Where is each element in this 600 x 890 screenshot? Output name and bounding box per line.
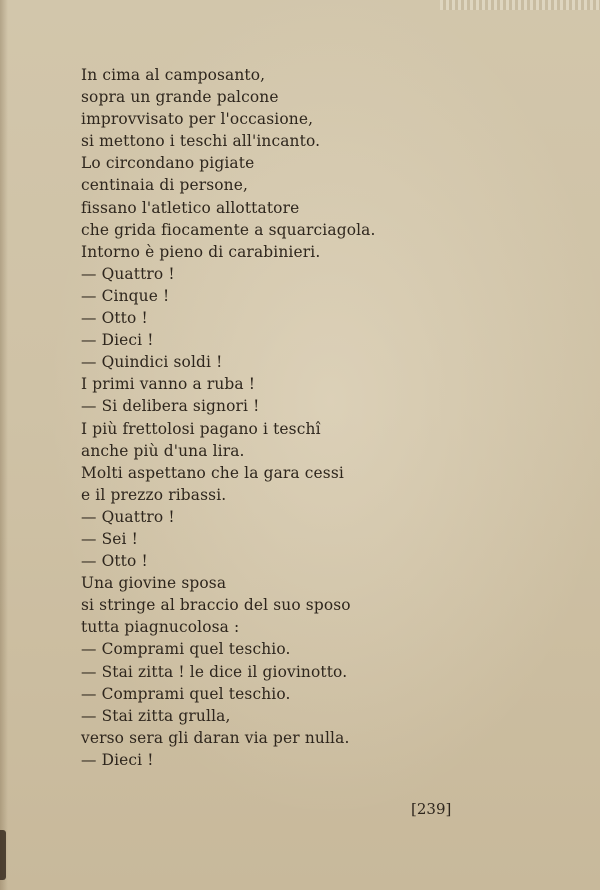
poem-line: fissano l'atletico allottatore (81, 198, 300, 217)
poem-line: — Si delibera signori ! (81, 397, 260, 416)
poem-line: si stringe al braccio del suo sposo (81, 596, 351, 615)
poem-line: I primi vanno a ruba ! (81, 375, 256, 394)
poem-line: In cima al camposanto, (81, 66, 266, 84)
poem-line: verso sera gli daran via per nulla. (81, 728, 350, 747)
poem-line: — Otto ! (81, 552, 148, 571)
poem-line: anche più d'una lira. (81, 441, 245, 460)
poem-line: improvvisato per l'occasione, (81, 110, 314, 129)
poem-line: — Comprami quel teschio. (81, 640, 291, 659)
poem-line: — Dieci ! (81, 750, 154, 769)
poem-line: — Sei ! (81, 529, 138, 548)
poem-line: — Quattro ! (81, 507, 175, 526)
poem-line: Lo circondano pigiate (81, 154, 255, 173)
poem-text (81, 64, 561, 771)
poem-line: sopra un grande palcone (81, 88, 279, 107)
poem-line: — Otto ! (81, 309, 148, 328)
poem-line: — Quindici soldi ! (81, 353, 223, 372)
poem-line: e il prezzo ribassi. (81, 485, 227, 504)
poem-line: Molti aspettano che la gara cessi (81, 463, 344, 482)
poem-line: — Stai zitta ! le dice il giovinotto. (81, 662, 348, 681)
poem-line: — Quattro ! (81, 264, 175, 283)
poem-line: — Comprami quel teschio. (81, 684, 291, 703)
page-top-edge (440, 0, 600, 10)
poem-line: — Dieci ! (81, 331, 154, 350)
poem-line: centinaia di persone, (81, 176, 249, 195)
poem-line: tutta piagnucolosa : (81, 618, 240, 637)
binding-mark (0, 830, 6, 880)
poem-line: che grida fiocamente a squarciagola. (81, 220, 376, 239)
poem-line: Una giovine sposa (81, 574, 227, 593)
gutter-shadow (0, 0, 8, 890)
page-number: [239] (411, 800, 452, 818)
poem-line: I più frettolosi pagano i teschî (81, 419, 321, 438)
poem-line: — Stai zitta grulla, (81, 706, 231, 725)
poem-line: Intorno è pieno di carabinieri. (81, 242, 321, 261)
poem-line: — Cinque ! (81, 286, 170, 305)
poem-line: si mettono i teschi all'incanto. (81, 132, 321, 151)
